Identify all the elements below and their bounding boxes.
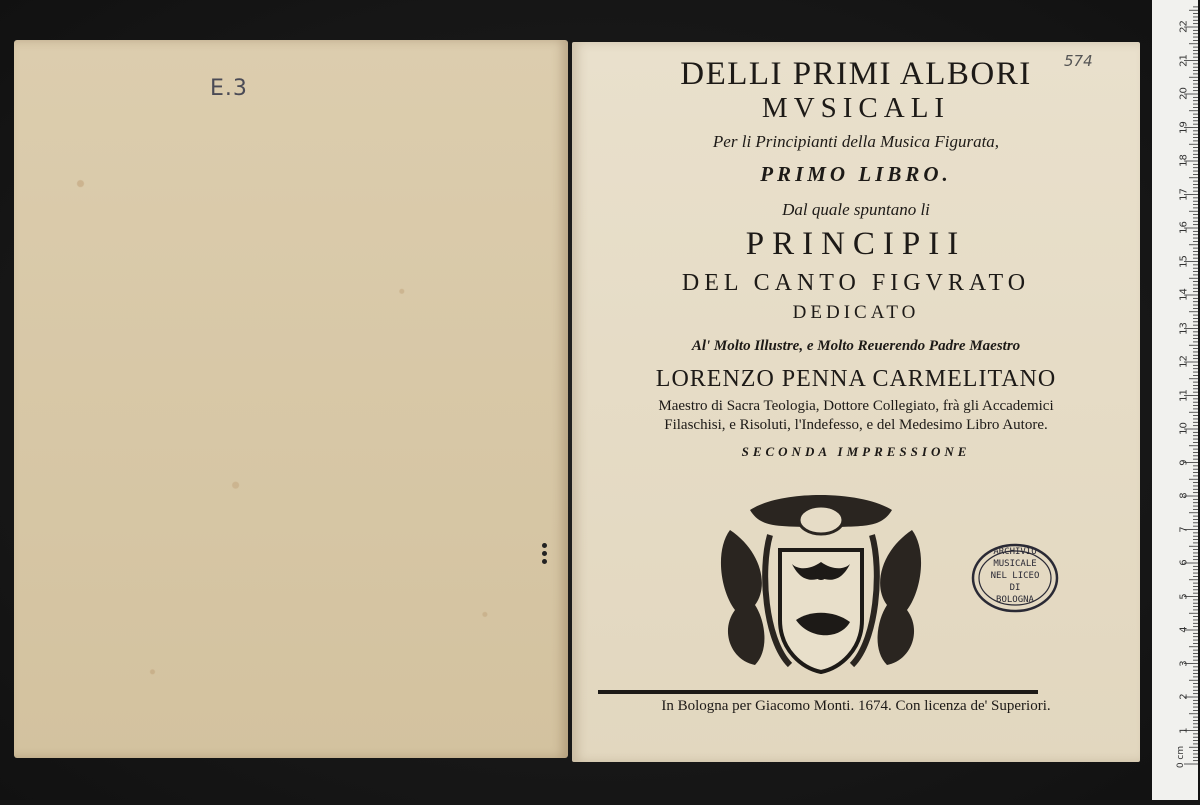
ruler-label: 22: [1178, 20, 1190, 33]
ruler-label: 7: [1178, 525, 1190, 533]
edition-line: SECONDA IMPRESSIONE: [741, 444, 971, 459]
title-line-2: MVSICALI: [761, 92, 951, 124]
shelfmark: E.3: [210, 76, 248, 101]
ruler-label: 19: [1178, 120, 1190, 134]
binding-holes: [542, 540, 550, 570]
ruler-label: 1: [1178, 726, 1190, 734]
intro-line: Dal quale spuntano li: [782, 200, 930, 219]
ruler-label: 21: [1178, 53, 1190, 67]
author-name: LORENZO PENNA CARMELITANO: [655, 366, 1057, 392]
ruler-label: 12: [1178, 355, 1190, 368]
ruler-label: 18: [1178, 154, 1190, 167]
measurement-ruler: [1152, 0, 1198, 800]
ruler-label: 2: [1178, 693, 1190, 700]
left-page: [14, 40, 568, 758]
coat-of-arms-image: [710, 490, 932, 680]
ruler-label: 17: [1178, 187, 1190, 201]
ruler-label: 9: [1178, 458, 1190, 466]
title-page: [572, 42, 1140, 762]
main-heading-2: DEL CANTO FIGVRATO: [681, 270, 1031, 296]
title-line-1: DELLI PRIMI ALBORI: [680, 56, 1032, 92]
author-credentials-1: Maestro di Sacra Teologia, Dottore Collegiato, frà gli Accademici: [658, 398, 1054, 414]
catalog-number: 574: [1064, 52, 1093, 70]
ruler-unit-label: 0 cm: [1176, 745, 1187, 769]
ruler-label: 11: [1178, 388, 1190, 402]
book-number: PRIMO LIBRO.: [760, 162, 952, 186]
ruler-label: 8: [1178, 492, 1190, 499]
ruler-label: 15: [1178, 254, 1190, 268]
ruler-label: 4: [1178, 626, 1190, 633]
ruler-label: 13: [1178, 321, 1190, 335]
stamp-text: ARCHIVIO MUSICALE NEL LICEO DI BOLOGNA: [990, 547, 1040, 605]
ruler-label: 20: [1178, 87, 1190, 100]
ruler-ticks: [1152, 0, 1198, 800]
dedication-heading: DEDICATO: [792, 302, 920, 323]
imprint-line: In Bologna per Giacomo Monti. 1674. Con licenza de' Superiori.: [661, 698, 1051, 714]
imprint-rule: [598, 690, 1038, 694]
ruler-label: 10: [1178, 422, 1190, 435]
subtitle-line: Per li Principianti della Musica Figurata,: [712, 132, 1000, 151]
ruler-label: 14: [1178, 288, 1190, 301]
ruler-label: 5: [1178, 592, 1190, 600]
ruler-label: 6: [1178, 559, 1190, 566]
main-heading: PRINCIPII: [745, 226, 967, 262]
ruler-label: 16: [1178, 221, 1190, 234]
author-credentials-2: Filaschisi, e Risoluti, l'Indefesso, e del Medesimo Libro Autore.: [664, 417, 1048, 433]
dedication-line: Al' Molto Illustre, e Molto Reuerendo Padre Maestro: [691, 338, 1021, 354]
ruler-label: 3: [1178, 659, 1190, 667]
